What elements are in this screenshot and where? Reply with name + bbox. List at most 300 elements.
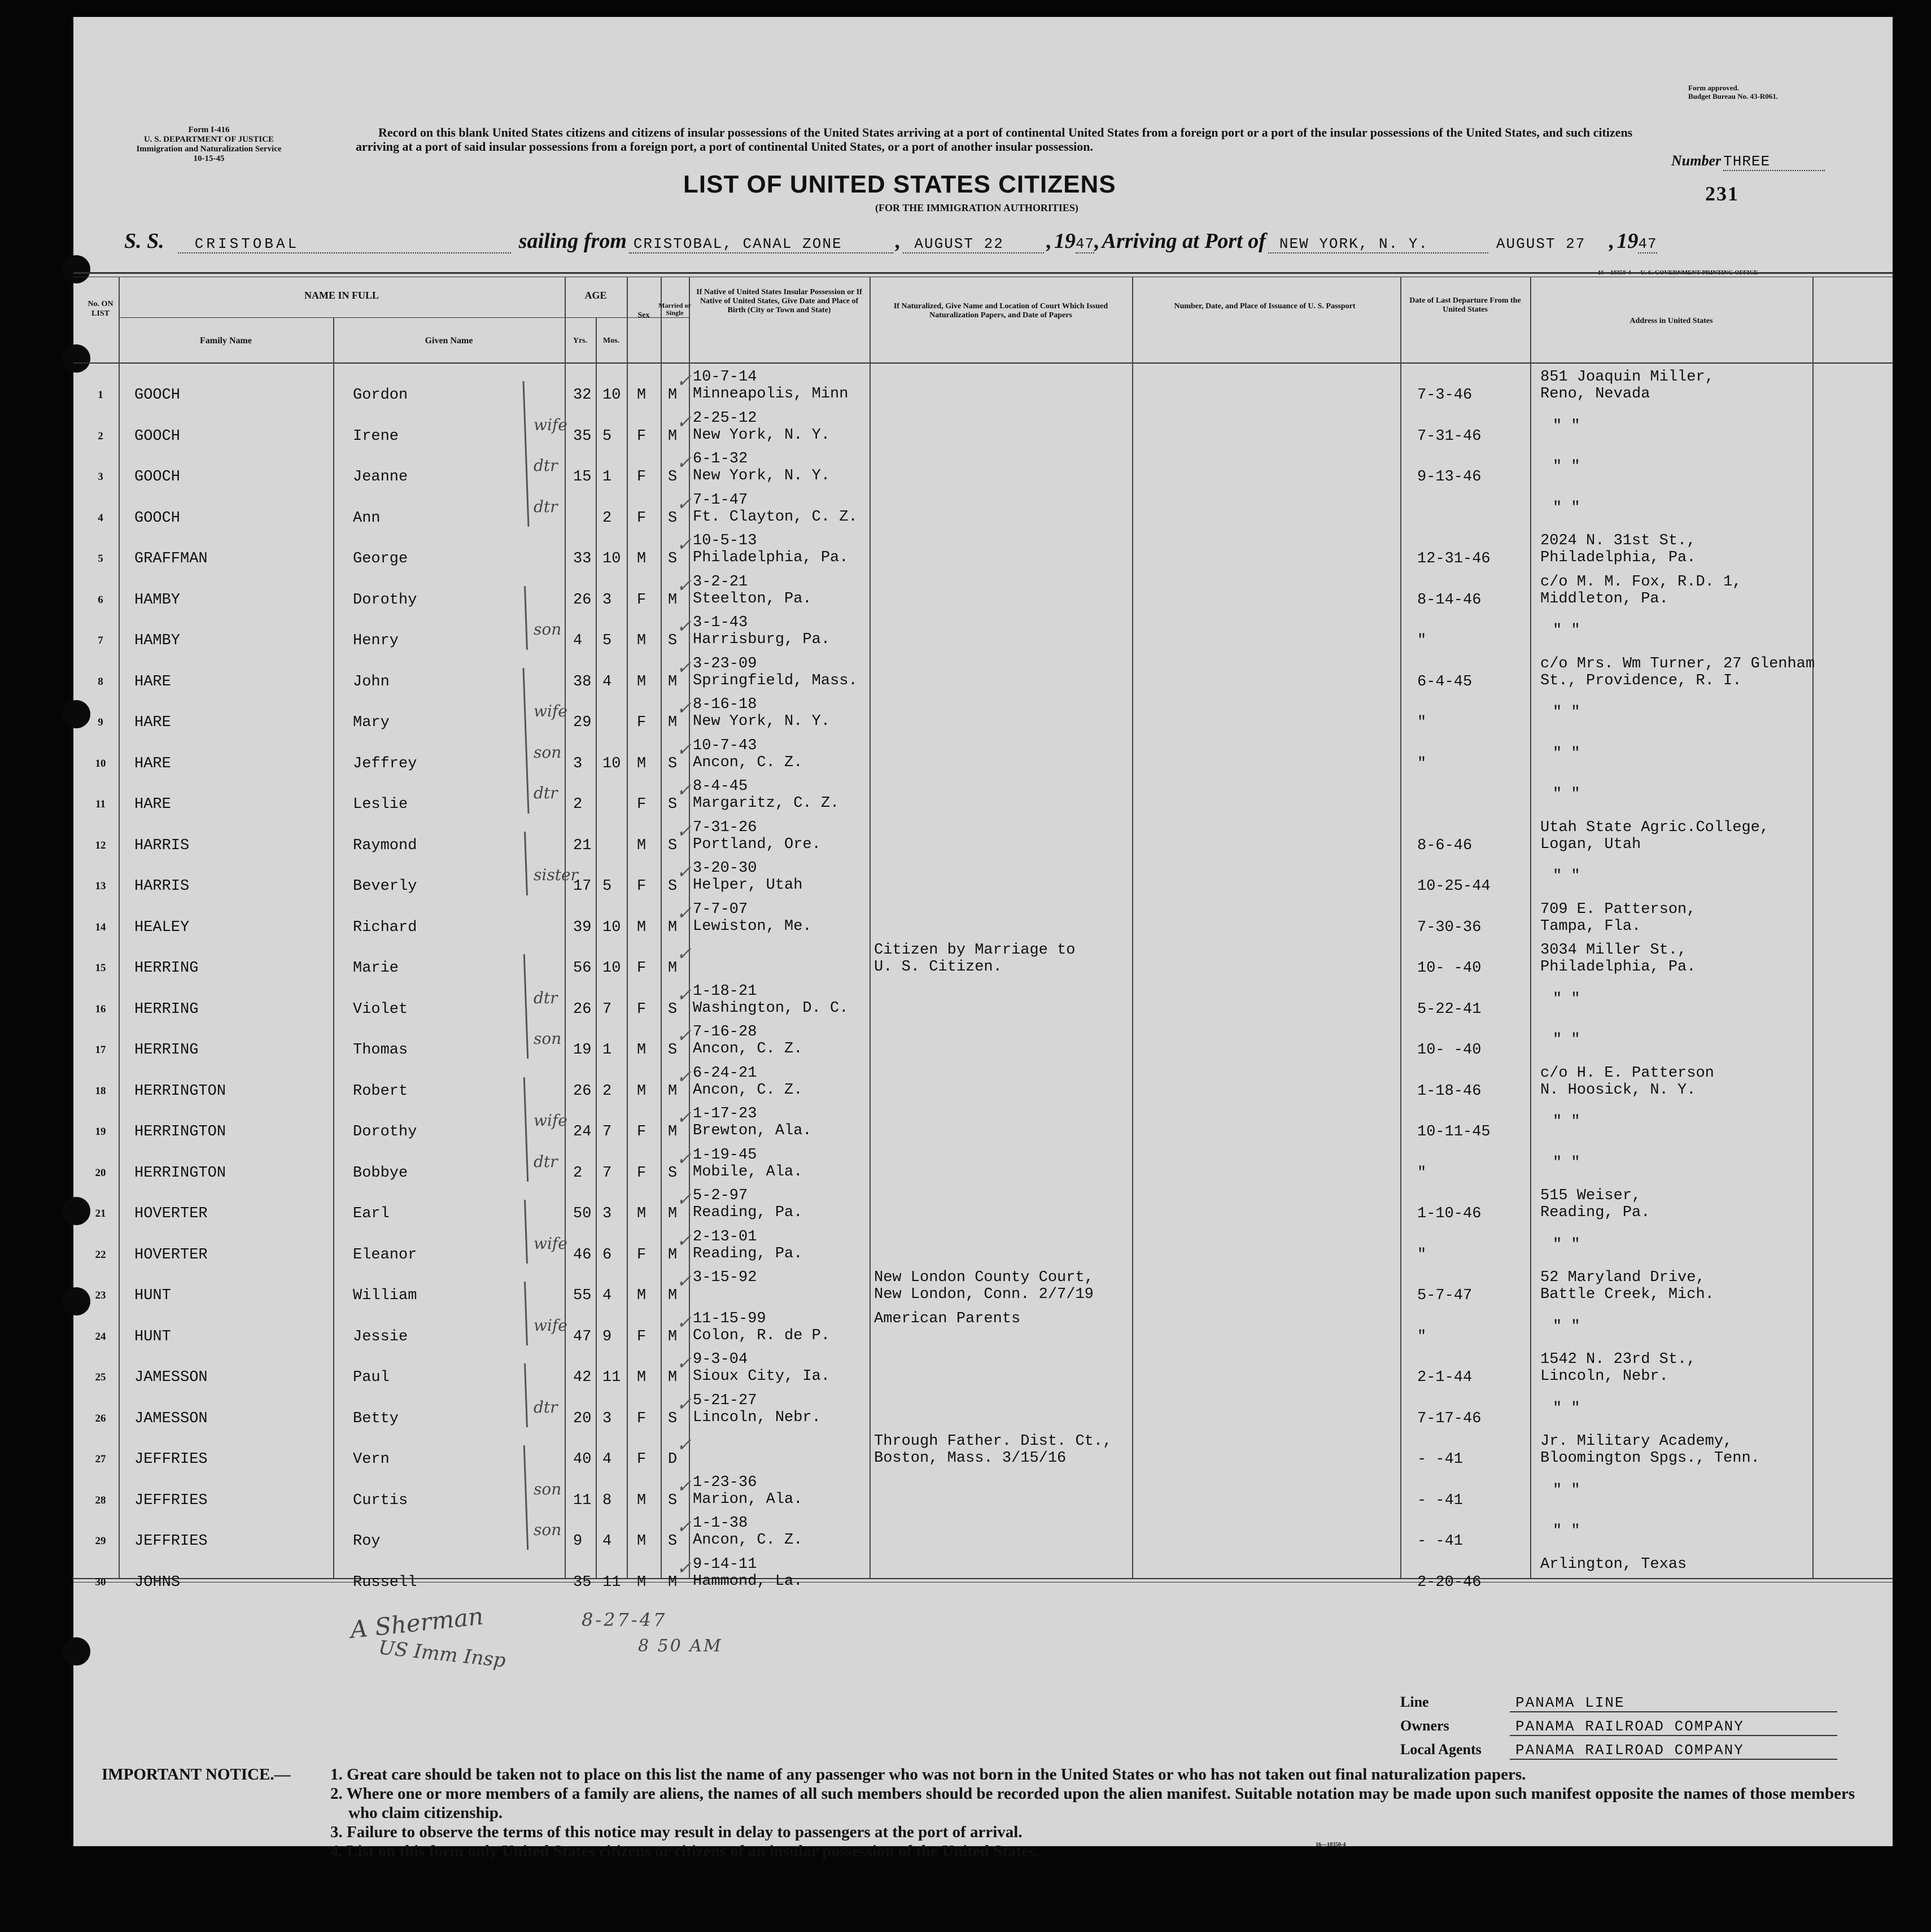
sex: M <box>637 550 646 567</box>
address-line1: " " <box>1553 1318 1580 1335</box>
address-line1: 52 Maryland Drive, <box>1540 1269 1705 1286</box>
comma: , <box>895 229 901 253</box>
address-line1: " " <box>1553 1523 1580 1540</box>
birth-date: 7-31-26 <box>693 819 757 836</box>
sex: F <box>637 878 646 895</box>
header-years: Yrs. <box>573 336 588 345</box>
check-mark-icon: ✓ <box>676 574 692 596</box>
age-months: 10 <box>602 919 621 936</box>
given-name: William <box>353 1287 417 1304</box>
naturalization-line1: New London County Court, <box>874 1269 1094 1286</box>
given-name: Raymond <box>353 837 417 854</box>
family-bracket <box>524 1282 528 1345</box>
relationship-note: son <box>534 620 562 639</box>
row-number: 25 <box>95 1371 106 1383</box>
marital-status: S <box>668 1492 678 1509</box>
birth-place: Reading, Pa. <box>693 1245 803 1262</box>
sex: M <box>637 1369 646 1386</box>
family-bracket <box>524 1200 528 1264</box>
sex: F <box>637 796 646 813</box>
punch-hole <box>62 344 90 373</box>
check-mark-icon: ✓ <box>676 738 692 760</box>
marital-status: M <box>668 1369 678 1386</box>
sex: F <box>637 509 646 527</box>
sex: F <box>637 960 646 977</box>
notice-item: 2. Where one or more members of a family are aliens, the names of all such members should be recorded upon the alien manifest. Suitable notation may be made upon such manifest opposite the names of those members who claim citizenship. <box>330 1785 1855 1822</box>
family-name: HARE <box>134 714 171 731</box>
given-name: Ann <box>353 509 381 527</box>
relationship-note: dtr <box>534 1152 558 1171</box>
row-number: 11 <box>95 798 106 810</box>
family-bracket <box>524 831 528 895</box>
form-identity <box>136 125 282 164</box>
column-divider <box>870 277 871 1578</box>
sailing-label: sailing from <box>518 229 627 253</box>
check-mark-icon: ✓ <box>676 1475 692 1497</box>
marital-status: S <box>668 632 678 649</box>
row-number: 12 <box>95 839 106 851</box>
address-line2: Logan, Utah <box>1540 836 1641 853</box>
family-bracket <box>523 1445 528 1550</box>
address-line2: Bloomington Spgs., Tenn. <box>1540 1450 1760 1467</box>
birth-place: Minneapolis, Minn <box>693 386 849 403</box>
inspection-time: 8 50 AM <box>638 1636 723 1656</box>
last-departure: 12-31-46 <box>1417 550 1491 567</box>
address-line2: Battle Creek, Mich. <box>1540 1286 1714 1303</box>
sex: F <box>637 1451 646 1468</box>
page-subtitle: (FOR THE IMMIGRATION AUTHORITIES) <box>875 202 1078 213</box>
birth-date: 6-1-32 <box>693 451 748 467</box>
check-mark-icon: ✓ <box>676 1229 692 1251</box>
age-years: 35 <box>573 427 592 445</box>
owners-label: Owners <box>1400 1717 1449 1734</box>
birth-place: Washington, D. C. <box>693 999 849 1017</box>
check-mark-icon: ✓ <box>676 1147 692 1169</box>
relationship-note: dtr <box>534 784 558 802</box>
header-address: Address in United States <box>1629 317 1713 325</box>
given-name: Thomas <box>353 1042 408 1059</box>
address-line1: 851 Joaquin Miller, <box>1540 369 1714 386</box>
given-name: Dorothy <box>353 1124 417 1140</box>
age-years: 26 <box>573 1082 592 1100</box>
birth-date: 1-23-36 <box>693 1474 757 1491</box>
family-name: HARE <box>134 796 171 813</box>
header-departure: Date of Last Departure From the United States <box>1409 296 1521 314</box>
age-months: 4 <box>602 1451 612 1468</box>
form-number: Form I-416 <box>188 125 230 134</box>
agents-label: Local Agents <box>1400 1741 1482 1758</box>
check-mark-icon: ✓ <box>676 1393 692 1415</box>
birth-date: 3-15-92 <box>693 1269 757 1286</box>
age-months: 9 <box>602 1328 612 1345</box>
relationship-note: son <box>534 1520 562 1539</box>
departure-port: CRISTOBAL, CANAL ZONE <box>629 235 893 253</box>
birth-date: 1-17-23 <box>693 1105 757 1122</box>
ss-label: S. S. <box>124 229 164 253</box>
marital-status: S <box>668 755 678 772</box>
last-departure: 10- -40 <box>1417 960 1482 977</box>
given-name: Henry <box>353 632 399 649</box>
header-naturalized: If Naturalized, Give Name and Location of Court Which Issued Naturalization Papers, and Date of Papers <box>893 302 1108 320</box>
given-name: Earl <box>353 1205 390 1222</box>
family-bracket <box>523 954 528 1059</box>
sex: F <box>637 714 646 731</box>
sex: F <box>637 591 646 609</box>
last-departure: 1-18-46 <box>1417 1082 1482 1100</box>
sex: M <box>637 1205 646 1222</box>
notice-item: 3. Failure to observe the terms of this notice may result in delay to passengers at the port of arrival. <box>330 1823 1023 1841</box>
marital-status: S <box>668 1533 678 1550</box>
marital-status: M <box>668 427 678 445</box>
given-name: Richard <box>353 919 417 936</box>
last-departure: 10- -40 <box>1417 1042 1482 1059</box>
header-name-in-full: NAME IN FULL <box>304 290 379 301</box>
birth-date: 2-13-01 <box>693 1228 757 1245</box>
sex: F <box>637 469 646 486</box>
given-name: Robert <box>353 1082 408 1100</box>
row-number: 26 <box>95 1412 106 1424</box>
birth-date: 8-16-18 <box>693 696 757 713</box>
age-years: 20 <box>573 1410 592 1427</box>
birth-date: 10-7-14 <box>693 369 757 386</box>
given-name: Irene <box>353 427 399 445</box>
age-months: 10 <box>602 387 621 404</box>
check-mark-icon: ✓ <box>676 861 692 882</box>
birth-place: Brewton, Ala. <box>693 1122 812 1139</box>
ship-name: CRISTOBAL <box>178 235 511 253</box>
birth-date: 7-16-28 <box>693 1024 757 1041</box>
row-number: 29 <box>95 1535 106 1547</box>
age-months: 2 <box>602 1082 612 1100</box>
naturalization-line1: Citizen by Marriage to <box>874 942 1076 959</box>
age-years: 55 <box>573 1287 592 1304</box>
birth-date: 1-1-38 <box>693 1515 748 1532</box>
column-divider <box>565 277 566 1578</box>
address-line1: c/o M. M. Fox, R.D. 1, <box>1540 573 1742 591</box>
address-line1: " " <box>1553 1236 1580 1253</box>
age-months: 10 <box>602 755 621 772</box>
marital-status: M <box>668 591 678 609</box>
address-line1: c/o Mrs. Wm Turner, 27 Glenham <box>1540 655 1815 672</box>
birth-place: Ancon, C. Z. <box>693 754 803 771</box>
approval-text: Form approved. <box>1688 84 1740 92</box>
birth-place: Springfield, Mass. <box>693 672 858 689</box>
row-number: 18 <box>95 1085 106 1097</box>
table-top-rule <box>73 272 1893 274</box>
check-mark-icon: ✓ <box>676 902 692 924</box>
family-bracket <box>523 381 530 526</box>
column-divider <box>119 277 120 1578</box>
sex: M <box>637 1082 646 1100</box>
birth-date: 7-7-07 <box>693 901 748 918</box>
department: U. S. DEPARTMENT OF JUSTICE <box>143 135 274 144</box>
address-line1: " " <box>1553 458 1580 475</box>
family-name: GRAFFMAN <box>134 550 208 567</box>
header-family-name: Family Name <box>200 336 252 346</box>
relationship-note: dtr <box>534 1397 558 1417</box>
check-mark-icon: ✓ <box>676 1557 692 1579</box>
marital-status: S <box>668 837 678 854</box>
age-months: 3 <box>602 1410 612 1427</box>
family-name: GOOCH <box>134 509 181 527</box>
sex: M <box>637 1533 646 1550</box>
column-divider <box>333 317 334 1578</box>
relationship-note: son <box>534 742 562 762</box>
birth-date: 9-3-04 <box>693 1351 748 1368</box>
sex: M <box>637 837 646 854</box>
check-mark-icon: ✓ <box>676 1311 692 1333</box>
row-number: 3 <box>98 471 103 483</box>
marital-status: S <box>668 1042 678 1059</box>
age-months: 7 <box>602 1164 612 1182</box>
marital-status: M <box>668 1082 678 1100</box>
address-line1: " " <box>1553 704 1580 721</box>
address-line1: Arlington, Texas <box>1540 1555 1687 1573</box>
last-departure: " <box>1417 755 1427 772</box>
family-name: GOOCH <box>134 427 181 445</box>
relationship-note: dtr <box>534 456 558 475</box>
last-departure: - -41 <box>1417 1533 1463 1550</box>
age-years: 33 <box>573 550 592 567</box>
check-mark-icon: ✓ <box>676 615 692 637</box>
age-months: 3 <box>602 591 612 609</box>
column-divider <box>1400 277 1401 1578</box>
age-months: 4 <box>602 1533 612 1550</box>
age-years: 46 <box>573 1246 592 1264</box>
row-number: 23 <box>95 1290 106 1301</box>
birth-date: 5-2-97 <box>693 1187 748 1204</box>
birth-place: Sioux City, Ia. <box>693 1368 831 1385</box>
age-years: 29 <box>573 714 592 731</box>
age-months: 4 <box>602 673 612 690</box>
age-years: 21 <box>573 837 592 854</box>
given-name: Jeanne <box>353 469 408 486</box>
address-line1: 3034 Miller St., <box>1540 942 1687 959</box>
last-departure: 7-3-46 <box>1417 387 1473 404</box>
column-divider <box>661 277 662 1578</box>
page-stamp: 231 <box>1705 182 1739 205</box>
given-name: Marie <box>353 960 399 977</box>
comma: , <box>1046 229 1052 253</box>
family-name: HEALEY <box>134 919 190 936</box>
header-age: AGE <box>584 290 607 301</box>
last-departure: " <box>1417 1328 1427 1345</box>
family-name: HUNT <box>134 1328 171 1345</box>
age-months: 7 <box>602 1124 612 1140</box>
age-months: 6 <box>602 1246 612 1264</box>
row-number: 10 <box>95 757 106 770</box>
address-line2: N. Hoosick, N. Y. <box>1540 1081 1696 1099</box>
header-passport: Number, Date, and Place of Issuance of U. S. Passport <box>1174 302 1356 311</box>
address-line1: " " <box>1553 745 1580 762</box>
address-line2: Philadelphia, Pa. <box>1540 549 1696 566</box>
relationship-note: wife <box>534 1111 567 1130</box>
sex: F <box>637 1328 646 1345</box>
check-mark-icon: ✓ <box>676 1516 692 1537</box>
address-line1: " " <box>1553 1400 1580 1417</box>
check-mark-icon: ✓ <box>676 697 692 719</box>
column-divider <box>627 277 628 1578</box>
family-name: JEFFRIES <box>134 1533 208 1550</box>
header-bottom-rule <box>73 362 1893 364</box>
birth-place: Ft. Clayton, C. Z. <box>693 508 858 526</box>
address-line2: Tampa, Fla. <box>1540 917 1641 935</box>
birth-place: Portland, Ore. <box>693 836 821 853</box>
given-name: Bobbye <box>353 1164 408 1182</box>
family-name: HARE <box>134 755 171 772</box>
sex: M <box>637 755 646 772</box>
check-mark-icon: ✓ <box>676 452 692 473</box>
birth-place: Philadelphia, Pa. <box>693 549 849 566</box>
marital-status: D <box>668 1451 678 1468</box>
address-line1: " " <box>1553 1481 1580 1499</box>
row-number: 28 <box>95 1494 106 1506</box>
row-number: 9 <box>98 716 103 728</box>
naturalization-line1: Through Father. Dist. Ct., <box>874 1433 1112 1450</box>
birth-place: Reading, Pa. <box>693 1204 803 1221</box>
last-departure: 8-14-46 <box>1417 591 1482 609</box>
row-number: 20 <box>95 1166 106 1179</box>
punch-hole <box>62 255 90 283</box>
header-birth: If Native of United States Insular Possession or If Native of United States, Give Date and Place of Birth (City or Town and State) <box>696 288 862 314</box>
arrival-port: NEW YORK, N. Y. <box>1268 235 1488 253</box>
birth-place: Margaritz, C. Z. <box>693 795 840 812</box>
sex: F <box>637 1124 646 1140</box>
address-line1: 1542 N. 23rd St., <box>1540 1351 1696 1368</box>
given-name: Gordon <box>353 387 408 404</box>
page-title: LIST OF UNITED STATES CITIZENS <box>683 171 1116 198</box>
punch-hole <box>62 1637 90 1666</box>
last-departure: 2-1-44 <box>1417 1369 1473 1386</box>
arrival-date: AUGUST 27 <box>1496 235 1586 252</box>
marital-status: M <box>668 1124 678 1140</box>
notice-item: 4. List on this form only United States citizens or citizens of an insular possession of the United States. <box>330 1842 1039 1860</box>
last-departure: 7-17-46 <box>1417 1410 1482 1427</box>
birth-place: Harrisburg, Pa. <box>693 631 831 648</box>
family-bracket <box>524 585 528 649</box>
check-mark-icon: ✓ <box>676 1025 692 1046</box>
check-mark-icon: ✓ <box>676 943 692 964</box>
last-departure: 7-31-46 <box>1417 427 1482 445</box>
age-months: 1 <box>602 1042 612 1059</box>
address-line2: Philadelphia, Pa. <box>1540 959 1696 976</box>
family-name: GOOCH <box>134 469 181 486</box>
check-mark-icon: ✓ <box>676 1352 692 1374</box>
agents-value: PANAMA RAILROAD COMPANY <box>1510 1742 1837 1760</box>
age-years: 3 <box>573 755 583 772</box>
marital-status: M <box>668 387 678 404</box>
address-line2: Lincoln, Nebr. <box>1540 1368 1668 1385</box>
notice-item: 1. Great care should be taken not to place on this list the name of any passenger who was not born in the United States or who has not taken out final naturalization papers. <box>330 1765 1526 1784</box>
given-name: Curtis <box>353 1492 408 1509</box>
sex: M <box>637 632 646 649</box>
age-years: 56 <box>573 960 592 977</box>
marital-status: M <box>668 1573 678 1591</box>
comma: , <box>1094 229 1100 253</box>
marital-status: M <box>668 1246 678 1264</box>
age-years: 39 <box>573 919 592 936</box>
naturalization-line1: American Parents <box>874 1310 1021 1327</box>
row-number: 13 <box>95 880 106 892</box>
age-years: 50 <box>573 1205 592 1222</box>
marital-status: S <box>668 796 678 813</box>
intro-paragraph: Record on this blank United States citizens and citizens of insular possessions of the United States arriving at a port of continental United States from a foreign port or a port of the insular possessions of the United States, and such citizens arriving at a port of said insular possessions from a foreign port, a port of continental United States, or a port of another insular possession. <box>356 125 1633 154</box>
row-number: 7 <box>98 635 103 646</box>
marital-status: S <box>668 1410 678 1427</box>
birth-date: 10-7-43 <box>693 737 757 754</box>
age-years: 40 <box>573 1451 592 1468</box>
footer-code: 16—10350-4 <box>1316 1842 1346 1848</box>
age-years: 47 <box>573 1328 592 1345</box>
family-name: HERRINGTON <box>134 1082 226 1100</box>
sex: F <box>637 1410 646 1427</box>
address-line1: " " <box>1553 868 1580 885</box>
birth-place: Ancon, C. Z. <box>693 1081 803 1099</box>
given-name: Eleanor <box>353 1246 417 1264</box>
family-name: JEFFRIES <box>134 1451 208 1468</box>
name-subheader-rule <box>119 317 689 318</box>
list-number <box>1671 152 1825 171</box>
given-name: Paul <box>353 1369 390 1386</box>
row-number: 24 <box>95 1330 106 1343</box>
line-row <box>1400 1694 1837 1712</box>
given-name: Vern <box>353 1451 390 1468</box>
year-prefix-to: 19 <box>1617 229 1639 253</box>
check-mark-icon: ✓ <box>676 1434 692 1455</box>
given-name: Jessie <box>353 1328 408 1345</box>
check-mark-icon: ✓ <box>676 492 692 514</box>
birth-place: Steelton, Pa. <box>693 590 812 607</box>
family-name: HERRINGTON <box>134 1124 226 1140</box>
birth-place: New York, N. Y. <box>693 426 831 444</box>
year-prefix-from: 19 <box>1054 229 1076 253</box>
row-number: 4 <box>98 512 103 524</box>
sex: M <box>637 387 646 404</box>
age-years: 35 <box>573 1573 592 1591</box>
header-no: No. ON LIST <box>88 300 113 318</box>
address-line2: Middleton, Pa. <box>1540 590 1668 607</box>
check-mark-icon: ✓ <box>676 779 692 801</box>
check-mark-icon: ✓ <box>676 1107 692 1128</box>
last-departure: " <box>1417 1164 1427 1182</box>
check-mark-icon: ✓ <box>676 410 692 432</box>
family-name: HUNT <box>134 1287 171 1304</box>
service: Immigration and Naturalization Service <box>136 145 282 154</box>
comma: , <box>1609 229 1615 253</box>
row-number: 17 <box>95 1044 106 1056</box>
last-departure: - -41 <box>1417 1451 1463 1468</box>
row-number: 8 <box>98 675 103 688</box>
last-departure: 5-7-47 <box>1417 1287 1473 1304</box>
header-sex: Sex <box>637 311 650 320</box>
row-number: 2 <box>98 430 103 442</box>
age-months: 10 <box>602 550 621 567</box>
marital-status: M <box>668 1205 678 1222</box>
given-name: Beverly <box>353 878 417 895</box>
address-line1: " " <box>1553 1154 1580 1172</box>
relationship-note: sister <box>534 866 578 884</box>
agents-row <box>1400 1741 1837 1760</box>
marital-status: S <box>668 509 678 527</box>
age-months: 11 <box>602 1573 621 1591</box>
family-name: JEFFRIES <box>134 1492 208 1509</box>
check-mark-icon: ✓ <box>676 656 692 678</box>
marital-status: S <box>668 1164 678 1182</box>
last-departure: 9-13-46 <box>1417 469 1482 486</box>
family-name: JAMESSON <box>134 1369 208 1386</box>
sex: M <box>637 1492 646 1509</box>
sex: F <box>637 1164 646 1182</box>
